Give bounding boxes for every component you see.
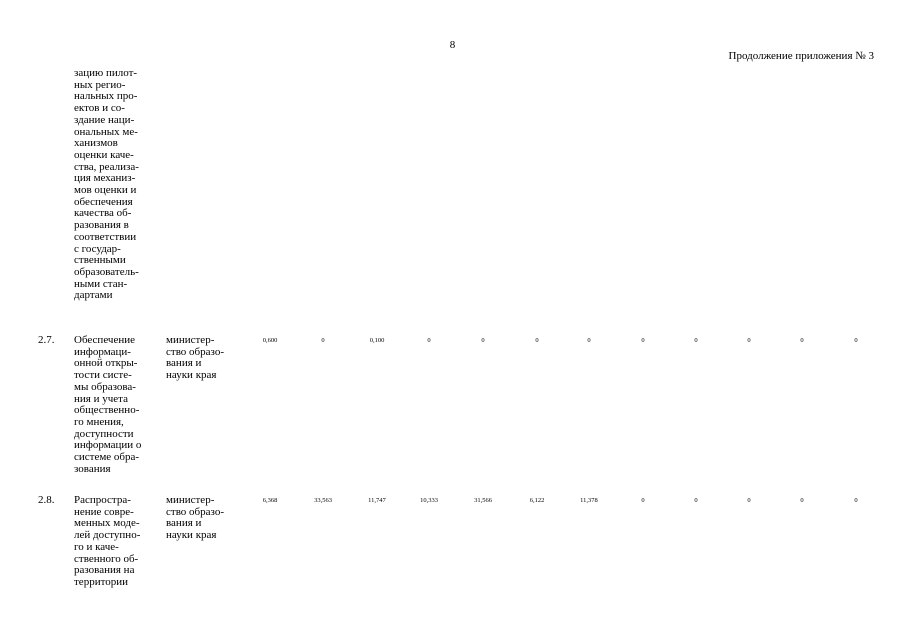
- measure-name: Распростра- нение совре- менных моде- лей доступно- го и каче- ственного об- разования на территории: [74, 494, 141, 588]
- row-number: 2.8.: [38, 494, 55, 506]
- value-cell: 0: [694, 497, 698, 504]
- measure-name: Обеспечение информаци- онной откры- тости систе- мы образова- ния и учета общественно- го мнения, доступности информации о системе обра- зования: [74, 334, 142, 475]
- value-cell: 0: [854, 337, 858, 344]
- value-cell: 0: [535, 337, 539, 344]
- value-cell: 0,600: [262, 337, 278, 344]
- value-cell: 0,100: [369, 337, 385, 344]
- value-cell: 0: [854, 497, 858, 504]
- executor: министер- ство образо- вания и науки края: [166, 334, 224, 382]
- value-cell: 0: [747, 497, 751, 504]
- value-cell: 0: [641, 337, 645, 344]
- value-cell: 0: [481, 337, 485, 344]
- value-cell: 0: [641, 497, 645, 504]
- value-cell: 33,563: [314, 497, 332, 504]
- executor: министер- ство образо- вания и науки края: [166, 494, 224, 542]
- value-cell: 0: [321, 337, 325, 344]
- value-cell: 0: [800, 497, 804, 504]
- value-cell: 11,747: [368, 497, 386, 504]
- value-cell: 0: [747, 337, 751, 344]
- row-number: 2.7.: [38, 334, 55, 346]
- value-cell: 0: [694, 337, 698, 344]
- appendix-continuation-note: Продолжение приложения № 3: [728, 50, 874, 62]
- page-number: 8: [449, 39, 456, 51]
- value-cell: 0: [587, 337, 591, 344]
- measure-name: зацию пилот- ных регио- нальных про- ектов и со- здание наци- ональных ме- ханизмов оценки каче- ства, реализа- ция механиз- мов оценки и обеспечения качества об- разования в соответствии с государ- ственными образователь- ными стан- дартами: [74, 67, 139, 302]
- value-cell: 31,566: [474, 497, 492, 504]
- value-cell: 6,122: [529, 497, 545, 504]
- value-cell: 0: [800, 337, 804, 344]
- value-cell: 10,333: [420, 497, 438, 504]
- value-cell: 11,378: [580, 497, 598, 504]
- value-cell: 6,368: [262, 497, 278, 504]
- value-cell: 0: [427, 337, 431, 344]
